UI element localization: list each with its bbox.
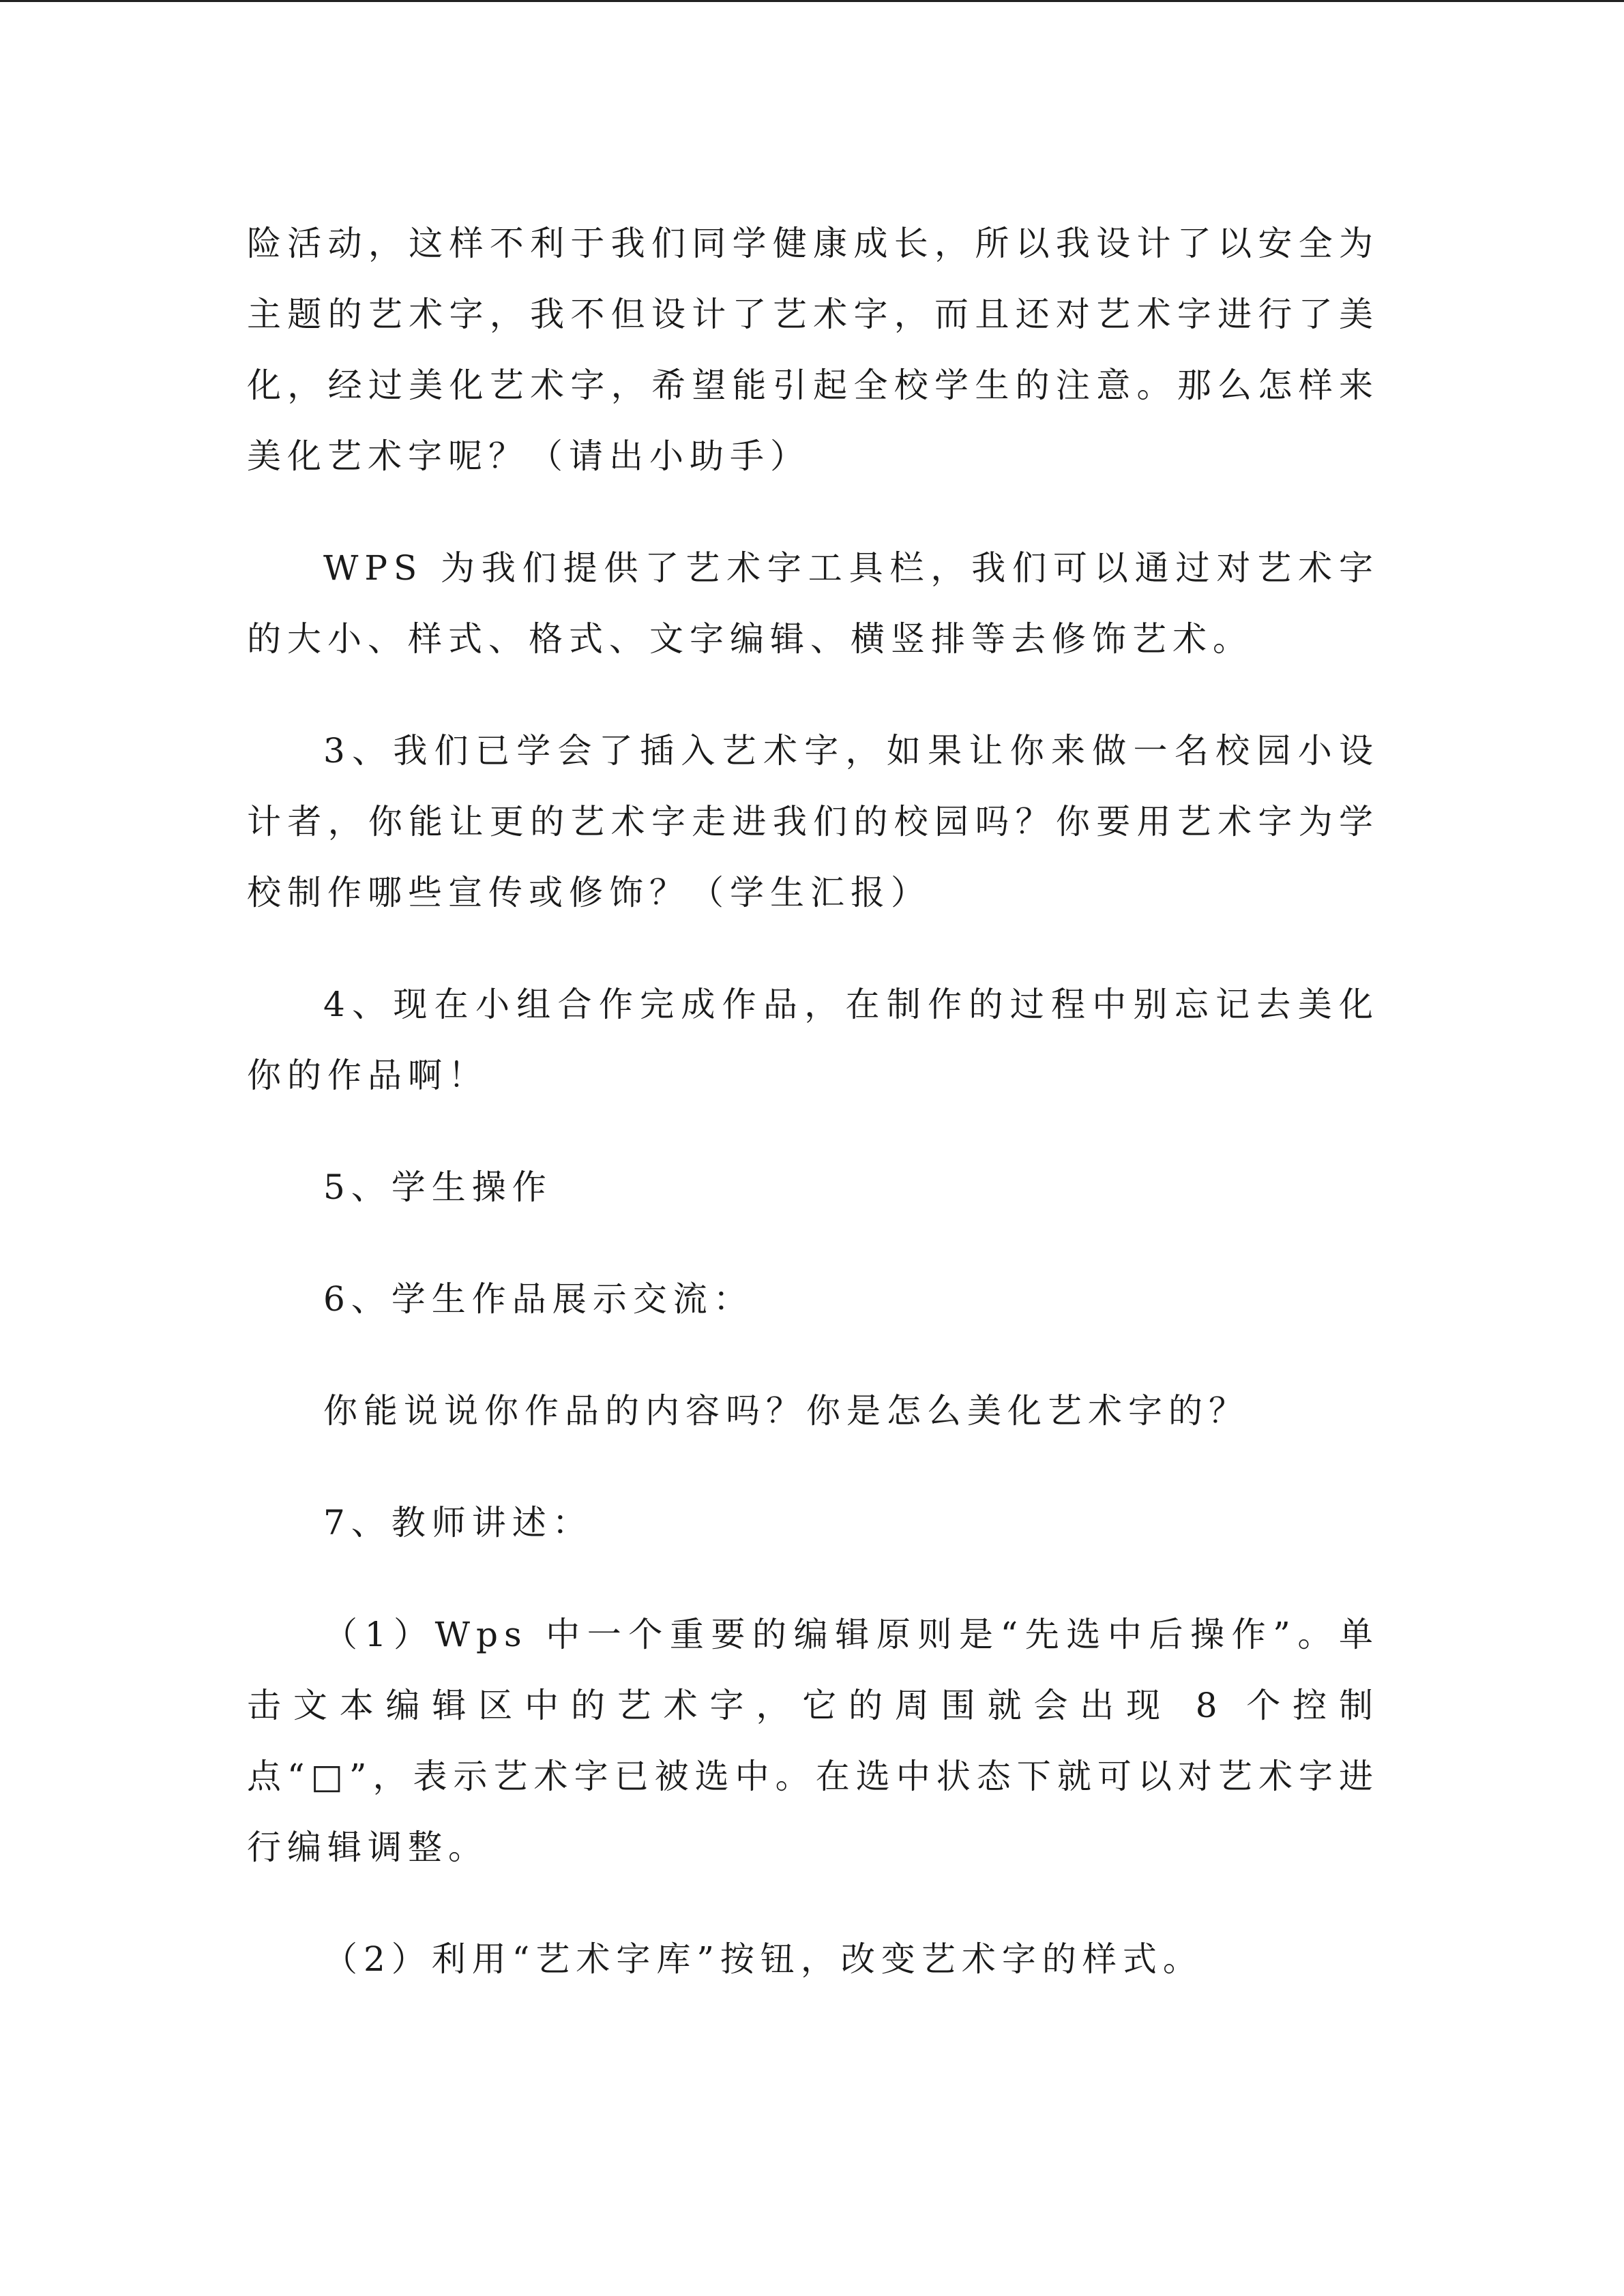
paragraph-continuation: 险活动，这样不利于我们同学健康成长，所以我设计了以安全为主题的艺术字，我不但设计了艺术字，而且还对艺术字进行了美化，经过美化艺术字，希望能引起全校学生的注意。那么怎样来美化艺术字呢？（请出小助手） xyxy=(247,224,1379,476)
paragraph-step-6: 6、学生作品展示交流： xyxy=(323,1279,754,1319)
paragraph-step-5: 5、学生操作 xyxy=(323,1167,552,1207)
document-body xyxy=(247,208,1379,1995)
paragraph-step-4: 4、现在小组合作完成作品，在制作的过程中别忘记去美化你的作品啊！ xyxy=(247,985,1379,1095)
paragraph-point-2: （2）利用“艺术字库”按钮，改变艺术字的样式。 xyxy=(323,1939,1203,1979)
page-top-border xyxy=(0,0,1624,2)
paragraph-step-3: 3、我们已学会了插入艺术字，如果让你来做一名校园小设计者，你能让更的艺术字走进我们的校园吗？你要用艺术字为学校制作哪些宣传或修饰？（学生汇报） xyxy=(247,731,1379,912)
paragraph-step-7: 7、教师讲述： xyxy=(323,1503,593,1542)
paragraph-wps-toolbar: WPS 为我们提供了艺术字工具栏，我们可以通过对艺术字的大小、样式、格式、文字编辑、横竖排等去修饰艺术。 xyxy=(247,548,1379,659)
paragraph-question: 你能说说你作品的内容吗？你是怎么美化艺术字的？ xyxy=(323,1391,1249,1431)
paragraph-point-1: （1）Wps 中一个重要的编辑原则是“先选中后操作”。单击文本编辑区中的艺术字，它的周围就会出现 8 个控制点“□”，表示艺术字已被选中。在选中状态下就可以对艺术字进行编辑调整。 xyxy=(247,1615,1379,1867)
